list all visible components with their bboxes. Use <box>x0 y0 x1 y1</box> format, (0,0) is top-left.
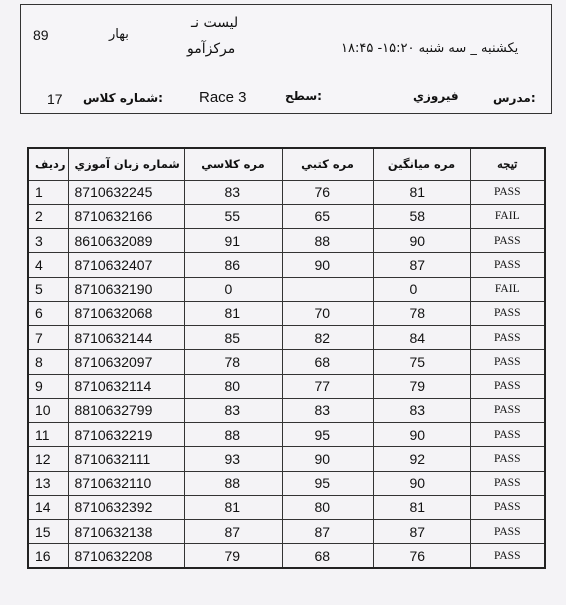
cell-result: PASS <box>470 471 545 495</box>
cell-average-score: 90 <box>373 471 470 495</box>
cell-class-score: 81 <box>184 495 282 519</box>
cell-class-score: 91 <box>184 229 282 253</box>
grades-body <box>28 180 545 568</box>
cell-average-score: 90 <box>373 229 470 253</box>
cell-student-id: 8710632068 <box>68 301 184 325</box>
cell-student-id: 8710632138 <box>68 520 184 544</box>
cell-result: PASS <box>470 229 545 253</box>
cell-average-score: 79 <box>373 374 470 398</box>
season: بهار <box>109 27 129 42</box>
cell-result: PASS <box>470 374 545 398</box>
cell-average-score: 83 <box>373 398 470 422</box>
table-row <box>28 204 545 228</box>
cell-result: FAIL <box>470 204 545 228</box>
cell-written-score: 88 <box>282 229 373 253</box>
cell-row-number: 1 <box>28 180 68 204</box>
center-name: مركزآمو <box>187 41 236 57</box>
header-average-score: مره ميانگين <box>373 148 470 180</box>
cell-average-score: 76 <box>373 544 470 568</box>
cell-row-number: 2 <box>28 204 68 228</box>
cell-class-score: 83 <box>184 180 282 204</box>
cell-class-score: 78 <box>184 350 282 374</box>
cell-student-id: 8710632219 <box>68 423 184 447</box>
cell-student-id: 8710632144 <box>68 326 184 350</box>
cell-student-id: 8710632407 <box>68 253 184 277</box>
cell-written-score: 95 <box>282 423 373 447</box>
cell-student-id: 8710632097 <box>68 350 184 374</box>
cell-written-score <box>282 277 373 301</box>
cell-average-score: 0 <box>373 277 470 301</box>
cell-average-score: 58 <box>373 204 470 228</box>
cell-student-id: 8610632089 <box>68 229 184 253</box>
cell-result: PASS <box>470 253 545 277</box>
grades-table <box>27 147 546 569</box>
header-class-score: مره كلاسي <box>184 148 282 180</box>
cell-result: PASS <box>470 447 545 471</box>
header-result: تيجه <box>470 148 545 180</box>
table-row <box>28 326 545 350</box>
cell-student-id: 8710632166 <box>68 204 184 228</box>
cell-row-number: 13 <box>28 471 68 495</box>
cell-written-score: 76 <box>282 180 373 204</box>
cell-class-score: 55 <box>184 204 282 228</box>
cell-row-number: 4 <box>28 253 68 277</box>
cell-written-score: 77 <box>282 374 373 398</box>
cell-written-score: 68 <box>282 544 373 568</box>
cell-student-id: 8710632392 <box>68 495 184 519</box>
cell-result: PASS <box>470 180 545 204</box>
table-header-row <box>28 148 545 180</box>
cell-row-number: 6 <box>28 301 68 325</box>
cell-student-id: 8710632114 <box>68 374 184 398</box>
cell-class-score: 87 <box>184 520 282 544</box>
cell-average-score: 78 <box>373 301 470 325</box>
cell-class-score: 86 <box>184 253 282 277</box>
cell-written-score: 83 <box>282 398 373 422</box>
header-number: 89 <box>33 27 49 43</box>
table-row <box>28 520 545 544</box>
table-row <box>28 398 545 422</box>
table-row <box>28 423 545 447</box>
cell-written-score: 68 <box>282 350 373 374</box>
cell-written-score: 80 <box>282 495 373 519</box>
list-title: ليست نـ <box>191 15 239 31</box>
cell-class-score: 93 <box>184 447 282 471</box>
cell-row-number: 12 <box>28 447 68 471</box>
header-written-score: مره كتبي <box>282 148 373 180</box>
cell-row-number: 14 <box>28 495 68 519</box>
cell-class-score: 83 <box>184 398 282 422</box>
table-row <box>28 277 545 301</box>
cell-student-id: 8710632110 <box>68 471 184 495</box>
level-label: سطح: <box>285 89 322 103</box>
cell-student-id: 8710632245 <box>68 180 184 204</box>
cell-written-score: 90 <box>282 447 373 471</box>
cell-student-id: 8710632208 <box>68 544 184 568</box>
cell-result: PASS <box>470 423 545 447</box>
cell-class-score: 88 <box>184 423 282 447</box>
schedule: يكشنبه _ سه شنبه ۱۵:۲۰- ۱۸:۴۵ <box>341 41 519 56</box>
cell-average-score: 81 <box>373 180 470 204</box>
cell-result: PASS <box>470 520 545 544</box>
class-number-label: شماره كلاس: <box>83 91 163 105</box>
cell-written-score: 90 <box>282 253 373 277</box>
cell-written-score: 95 <box>282 471 373 495</box>
table-row <box>28 544 545 568</box>
cell-class-score: 0 <box>184 277 282 301</box>
cell-written-score: 70 <box>282 301 373 325</box>
cell-row-number: 15 <box>28 520 68 544</box>
cell-class-score: 80 <box>184 374 282 398</box>
level-value: Race 3 <box>199 89 247 106</box>
teacher-name: فيروزي <box>413 89 459 103</box>
cell-result: PASS <box>470 398 545 422</box>
table-row <box>28 374 545 398</box>
cell-row-number: 3 <box>28 229 68 253</box>
class-count: 17 <box>47 91 63 107</box>
cell-average-score: 84 <box>373 326 470 350</box>
cell-row-number: 8 <box>28 350 68 374</box>
cell-row-number: 9 <box>28 374 68 398</box>
cell-row-number: 10 <box>28 398 68 422</box>
cell-average-score: 87 <box>373 520 470 544</box>
table-row <box>28 253 545 277</box>
cell-class-score: 81 <box>184 301 282 325</box>
cell-student-id: 8810632799 <box>68 398 184 422</box>
report-header <box>20 4 552 114</box>
cell-average-score: 81 <box>373 495 470 519</box>
table-row <box>28 471 545 495</box>
cell-row-number: 16 <box>28 544 68 568</box>
header-student-id: شماره زبان آموزي <box>68 148 184 180</box>
cell-result: PASS <box>470 326 545 350</box>
cell-class-score: 79 <box>184 544 282 568</box>
cell-average-score: 92 <box>373 447 470 471</box>
table-row <box>28 495 545 519</box>
header-row-number: رديف <box>28 148 68 180</box>
cell-average-score: 75 <box>373 350 470 374</box>
table-row <box>28 180 545 204</box>
cell-row-number: 7 <box>28 326 68 350</box>
cell-row-number: 5 <box>28 277 68 301</box>
cell-student-id: 8710632190 <box>68 277 184 301</box>
cell-written-score: 82 <box>282 326 373 350</box>
table-row <box>28 301 545 325</box>
cell-result: PASS <box>470 495 545 519</box>
table-row <box>28 229 545 253</box>
cell-result: FAIL <box>470 277 545 301</box>
cell-result: PASS <box>470 350 545 374</box>
cell-written-score: 65 <box>282 204 373 228</box>
cell-written-score: 87 <box>282 520 373 544</box>
teacher-label: مدرس: <box>493 91 536 105</box>
cell-student-id: 8710632111 <box>68 447 184 471</box>
cell-result: PASS <box>470 301 545 325</box>
cell-class-score: 88 <box>184 471 282 495</box>
cell-average-score: 87 <box>373 253 470 277</box>
cell-result: PASS <box>470 544 545 568</box>
cell-average-score: 90 <box>373 423 470 447</box>
table-row <box>28 350 545 374</box>
table-row <box>28 447 545 471</box>
grades-table-container <box>27 147 546 569</box>
cell-row-number: 11 <box>28 423 68 447</box>
cell-class-score: 85 <box>184 326 282 350</box>
